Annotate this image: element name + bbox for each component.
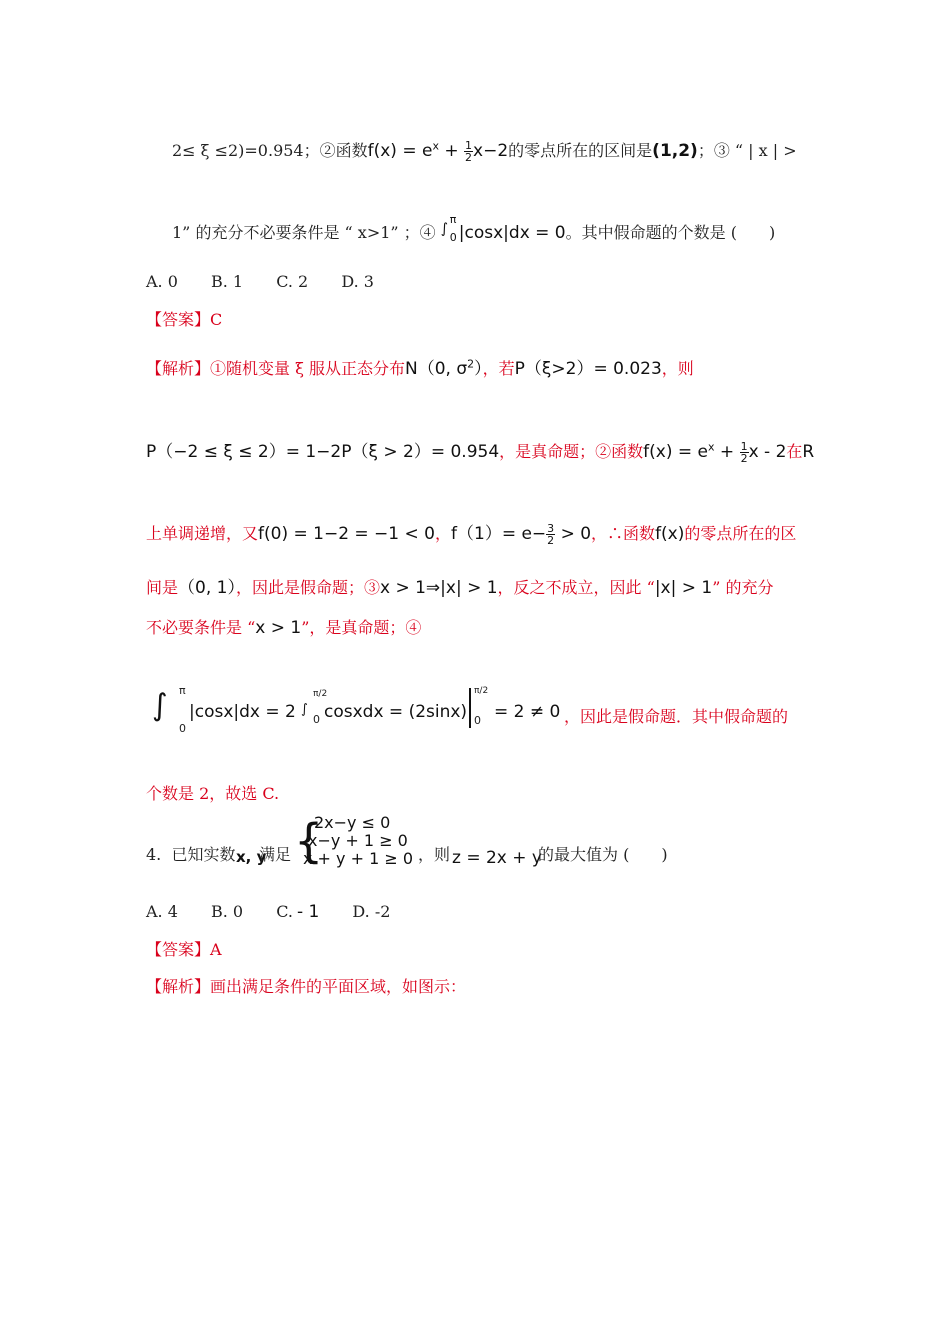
q4-stem	[146, 814, 806, 874]
q4-text1: 已知实数	[171, 845, 236, 864]
q4-text2: 满足	[259, 845, 292, 864]
q3-answer	[146, 307, 222, 330]
q3-func-f: f(x) = e	[367, 141, 433, 161]
real-set: R	[802, 442, 815, 462]
q3-analysis-line4	[146, 573, 774, 598]
q3-option-d[interactable]: D. 3	[341, 272, 374, 291]
constraint-1: 2x−y ≤ 0	[314, 813, 391, 832]
analysis-text: ，∴函数	[591, 524, 656, 543]
eval-lower: 0	[474, 714, 481, 727]
q4-vars: x, y	[236, 848, 267, 866]
q4-option-d[interactable]: D. -2	[352, 902, 391, 921]
q4-text3: ，则	[418, 845, 451, 864]
q4-options	[146, 902, 418, 922]
q3-func-plus: +	[444, 141, 459, 161]
q3-line2-post: 。其中假命题的个数是 ( )	[565, 223, 776, 242]
normal-dist-sup: 2	[467, 357, 475, 371]
normal-dist-end: ）	[474, 359, 483, 379]
q3-interval: (1,2)	[652, 141, 698, 161]
analysis-text: 不必要条件是 “	[146, 618, 256, 637]
func-f: f(x) = e	[643, 442, 708, 462]
analysis-text: ，	[435, 524, 452, 543]
analysis-text: ，是真命题；②函数	[499, 442, 644, 461]
q3-integral: ∫ π 0 |cosx|dx = 0	[440, 213, 566, 244]
q3-analysis-line1	[146, 354, 694, 379]
q3-line1-text: 2≤ ξ ≤2)=0.954；②函数	[172, 141, 368, 160]
integral-upper: π	[179, 684, 186, 697]
abs-cond: |x| > 1	[654, 578, 713, 598]
integral-lower: 0	[179, 722, 186, 735]
analysis-text: ①随机变量 ξ 服从正态分布	[210, 359, 406, 378]
analysis-text: ，若	[482, 359, 515, 378]
analysis-text: 间是	[146, 578, 179, 597]
q3-fraction: $\frac{1}{2}$	[465, 138, 473, 164]
implication: x > 1⇒|x| > 1	[379, 578, 498, 598]
analysis-text: 在	[786, 442, 803, 461]
answer-label: 【答案】	[146, 310, 211, 329]
answer-label: 【答案】	[146, 940, 211, 959]
q3-line1	[172, 138, 797, 163]
analysis-text: ，反之不成立，因此 “	[497, 578, 655, 597]
q4-number: 4. 已知实数	[146, 845, 236, 864]
constraint-2: x−y + 1 ≥ 0	[308, 831, 408, 850]
q3-func-exp: x	[432, 139, 439, 153]
q3-option-c[interactable]: C. 2	[276, 272, 309, 291]
eval-upper: π/2	[474, 686, 489, 696]
analysis-label: 【解析】	[146, 977, 211, 996]
analysis-text: 画出满足条件的平面区域，如图示：	[210, 977, 467, 996]
f-one-cmp: > 0	[560, 524, 592, 544]
func-exp: x	[708, 440, 715, 454]
analysis-text: 上单调递增，又	[146, 524, 259, 543]
system-brace: {	[294, 814, 324, 868]
q4-objective: z = 2x + y	[452, 848, 542, 868]
f-zero: f(0) = 1−2 = −1 < 0	[258, 524, 435, 544]
q3-line2-text: 1” 的充分不必要条件是 “ x>1” ；④	[172, 223, 436, 242]
answer-value: C	[210, 310, 223, 329]
constraint-3: x + y + 1 ≥ 0	[303, 849, 414, 868]
q4-option-c[interactable]: C.	[276, 902, 293, 921]
analysis-text: ，则	[661, 359, 694, 378]
analysis-text: 的零点所在的区	[684, 524, 797, 543]
integral-body: |cosx|dx = 2	[189, 702, 296, 722]
cond-x: x > 1	[255, 618, 302, 638]
eval-bar	[469, 688, 471, 728]
analysis-label: 【解析】	[146, 359, 211, 378]
f-one: f（1）= e−	[451, 524, 547, 544]
q3-line2	[172, 213, 776, 244]
interval-01: （0, 1）	[178, 578, 236, 598]
q3-analysis-line7: 个数是 2，故选 C.	[146, 784, 280, 803]
analysis-text: ，因此是假命题．其中假命题的	[564, 707, 789, 726]
q3-analysis-line5	[146, 615, 421, 638]
normal-dist: N（0, σ	[405, 359, 468, 379]
analysis-text: ”，是真命题；④	[301, 618, 422, 637]
q3-option-a[interactable]: A. 0	[146, 272, 178, 291]
integral2-lower: 0	[313, 713, 320, 726]
q3-analysis-line3	[146, 519, 796, 546]
func-name: f(x)	[655, 524, 685, 544]
analysis-text: ” 的充分	[712, 578, 774, 597]
q3-line1-post: ；③ “ | x | >	[697, 141, 797, 160]
integral2-upper: π/2	[313, 689, 328, 699]
q4-analysis	[146, 974, 466, 997]
q4-option-b[interactable]: B. 0	[211, 902, 244, 921]
func-plus: +	[719, 442, 735, 462]
integral2-body: cosxdx = (2sinx)	[324, 702, 468, 722]
integral-sign: ∫	[152, 688, 168, 723]
q4-option-c-math: - 1	[296, 902, 320, 922]
q4-text4: 的最大值为 ( )	[538, 845, 668, 864]
prob-expr: P（ξ>2）= 0.023	[514, 359, 662, 379]
q3-analysis-integral	[152, 684, 812, 734]
analysis-text: ，因此是假命题；③	[235, 578, 380, 597]
q4-option-a[interactable]: A. 4	[146, 902, 178, 921]
integral2-sign: ∫	[301, 702, 308, 717]
q3-options	[146, 272, 402, 291]
eval-result: = 2 ≠ 0	[494, 702, 561, 722]
prob-calc: P（−2 ≤ ξ ≤ 2）= 1−2P（ξ > 2）= 0.954	[146, 442, 500, 462]
answer-value: A	[210, 940, 222, 959]
f-one-fraction: $\frac{3}{2}$	[547, 521, 555, 547]
func-fraction: $\frac{1}{2}$	[740, 439, 748, 465]
q3-line1-mid: 的零点所在的区间是	[508, 141, 653, 160]
q3-analysis-line2	[146, 437, 814, 464]
func-rest: x - 2	[748, 442, 787, 462]
q3-option-b[interactable]: B. 1	[211, 272, 244, 291]
q4-answer	[146, 937, 222, 960]
q3-func-rest: x−2	[473, 141, 509, 161]
